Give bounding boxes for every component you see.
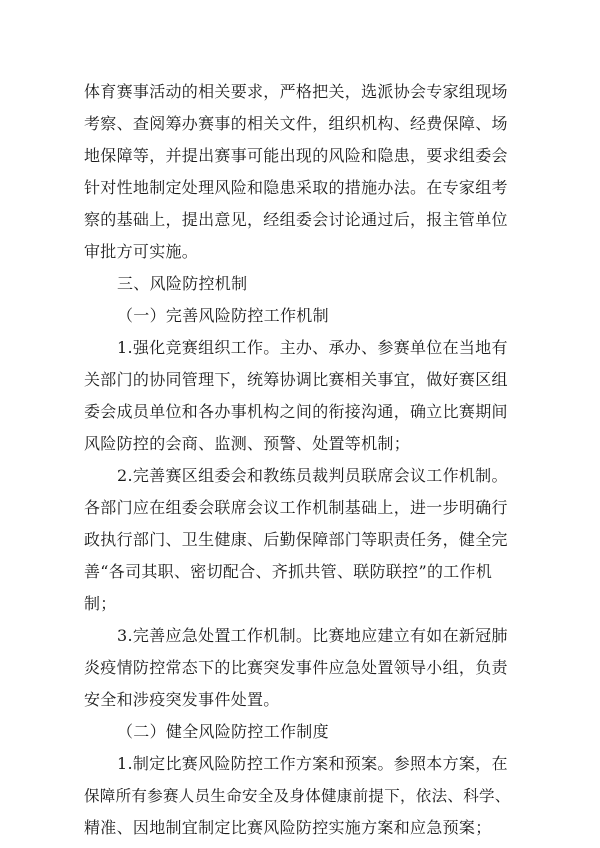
body-line-9: 1.强化竞赛组织工作。主办、承办、参赛单位在当地有	[117, 338, 508, 357]
body-line-18: 3.完善应急处置工作机制。比赛地应建立有如在新冠肺	[117, 626, 508, 645]
body-line-6: 审批方可实施。	[84, 242, 199, 261]
body-line-1: 体育赛事活动的相关要求，严格把关，选派协会专家组现场	[84, 82, 508, 101]
body-line-24: 精准、因地制宜制定比赛风险防控实施方案和应急预案；	[84, 818, 492, 837]
body-line-12: 风险防控的会商、监测、预警、处置等机制；	[84, 434, 411, 453]
subsection-heading-1: （一）完善风险防控工作机制	[117, 306, 329, 325]
body-line-22: 1.制定比赛风险防控工作方案和预案。参照本方案，在	[117, 754, 508, 773]
section-heading-3: 三、风险防控机制	[117, 274, 248, 293]
body-line-4: 针对性地制定处理风险和隐患采取的措施办法。在专家组考	[84, 178, 508, 197]
body-line-23: 保障所有参赛人员生命安全及身体健康前提下，依法、科学、	[84, 787, 511, 805]
body-line-19: 炎疫情防控常态下的比赛突发事件应急处置领导小组，负责	[84, 658, 508, 677]
body-line-13: 2.完善赛区组委会和教练员裁判员联席会议工作机制。	[117, 466, 508, 485]
body-line-2: 考察、查阅筹办赛事的相关文件，组织机构、经费保障、场	[84, 114, 508, 133]
body-line-10: 关部门的协同管理下，统筹协调比赛相关事宜，做好赛区组	[84, 370, 508, 389]
body-line-5: 察的基础上，提出意见，经组委会讨论通过后，报主管单位	[84, 210, 508, 229]
body-line-16: 善“各司其职、密切配合、齐抓共管、联防联控”的工作机	[84, 562, 493, 581]
body-line-14: 各部门应在组委会联席会议工作机制基础上，进一步明确行	[84, 498, 508, 517]
body-line-11: 委会成员单位和各办事机构之间的衔接沟通，确立比赛期间	[84, 402, 508, 421]
body-line-20: 安全和涉疫突发事件处置。	[84, 690, 280, 709]
subsection-heading-2: （二）健全风险防控工作制度	[117, 722, 329, 741]
body-line-15: 政执行部门、卫生健康、后勤保障部门等职责任务，健全完	[84, 530, 508, 549]
body-line-17: 制；	[84, 594, 117, 613]
body-line-3: 地保障等，并提出赛事可能出现的风险和隐患，要求组委会	[84, 146, 508, 165]
